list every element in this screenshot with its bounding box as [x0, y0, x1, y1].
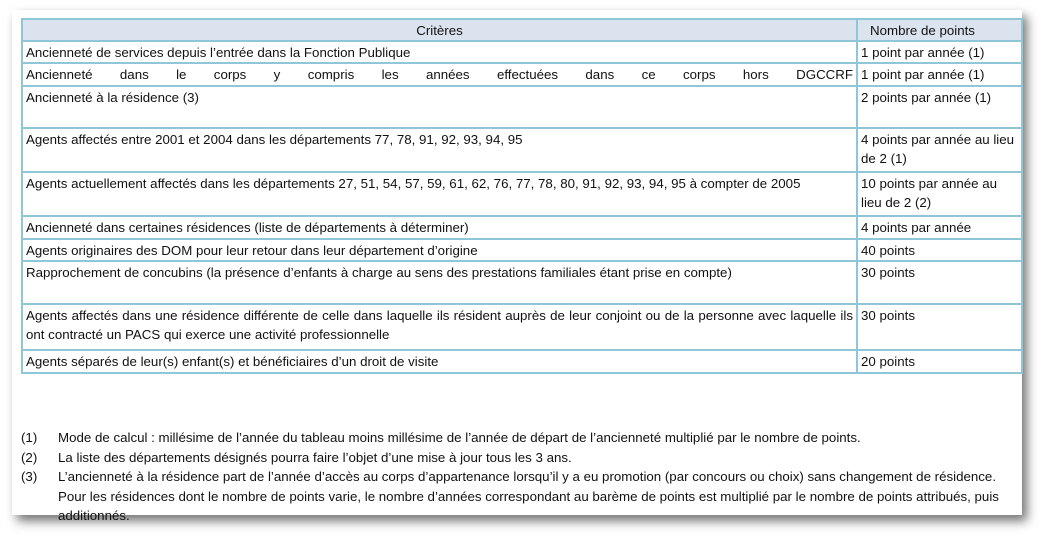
row-points: 40 points: [857, 239, 1022, 261]
table-row: [22, 304, 1022, 350]
criteria-table: [21, 18, 1023, 374]
row-criteria: Agents affectés dans une résidence différente de celle dans laquelle ils résident auprès de leur conjoint ou de la personne avec laquelle ils ont contracté un PACS qui exerce une activité professionnelle: [22, 304, 857, 350]
table-row: [22, 216, 1022, 239]
header-criteria: Critères: [22, 19, 857, 41]
table-row: [22, 350, 1022, 373]
row-points: 30 points: [857, 304, 1022, 350]
row-criteria: Agents actuellement affectés dans les départements 27, 51, 54, 57, 59, 61, 62, 76, 77, 78, 80, 91, 92, 93, 94, 95 à compter de 2005: [22, 172, 857, 216]
row-points: 2 points par année (1): [857, 86, 1022, 128]
footnote-text: Mode de calcul : millésime de l’année du tableau moins millésime de l’année de départ de l’ancienneté multiplié par le nombre de points.: [58, 430, 861, 445]
row-points: 20 points: [857, 350, 1022, 373]
footnote-number: (3): [21, 469, 38, 484]
table-row: [22, 41, 1022, 63]
footnote-text: La liste des départements désignés pourra faire l’objet d’une mise à jour tous les 3 ans.: [58, 449, 572, 465]
document-frame: [12, 10, 1022, 523]
row-criteria: Ancienneté dans le corps y compris les années effectuées dans ce corps hors DGCCRF: [22, 63, 857, 86]
row-criteria: Ancienneté à la résidence (3): [22, 86, 857, 128]
footnotes: [21, 428, 1006, 526]
table-row: [22, 86, 1022, 128]
row-criteria: Ancienneté de services depuis l’entrée dans la Fonction Publique: [22, 41, 857, 63]
table-row: [22, 239, 1022, 261]
footnote: [21, 448, 1006, 468]
table-header-row: [22, 19, 1022, 41]
row-criteria: Agents séparés de leur(s) enfant(s) et bénéficiaires d’un droit de visite: [22, 350, 857, 373]
footnote: [21, 428, 1006, 448]
footnote-number: (1): [21, 430, 38, 445]
row-points: 4 points par année au lieu de 2 (1): [857, 128, 1022, 172]
table-row: [22, 172, 1022, 216]
footnote: [21, 467, 1006, 526]
footnote-number: (2): [21, 449, 38, 465]
row-points: 1 point par année (1): [857, 41, 1022, 63]
table-row: [22, 261, 1022, 304]
row-points: 30 points: [857, 261, 1022, 304]
row-criteria: Agents affectés entre 2001 et 2004 dans les départements 77, 78, 91, 92, 93, 94, 95: [22, 128, 857, 172]
row-points: 4 points par année: [857, 216, 1022, 239]
table-row: [22, 128, 1022, 172]
row-points: 10 points par année au lieu de 2 (2): [857, 172, 1022, 216]
row-criteria: Ancienneté dans certaines résidences (liste de départements à déterminer): [22, 216, 857, 239]
footnote-text: L’ancienneté à la résidence part de l’année d’accès au corps d’appartenance lorsqu’il y a eu promotion (par concours ou choix) sans changement de résidence. Pour les résidences dont le nombre de points varie, le nombre d’années correspondant au barème de points est multiplié par le nombre de points attribués, puis additionnés.: [58, 469, 999, 523]
table-row: [22, 63, 1022, 86]
row-criteria: Agents originaires des DOM pour leur retour dans leur département d’origine: [22, 239, 857, 261]
header-points: Nombre de points: [857, 19, 1022, 41]
row-points: 1 point par année (1): [857, 63, 1022, 86]
row-criteria: Rapprochement de concubins (la présence d’enfants à charge au sens des prestations familiales étant prise en compte): [22, 261, 857, 304]
